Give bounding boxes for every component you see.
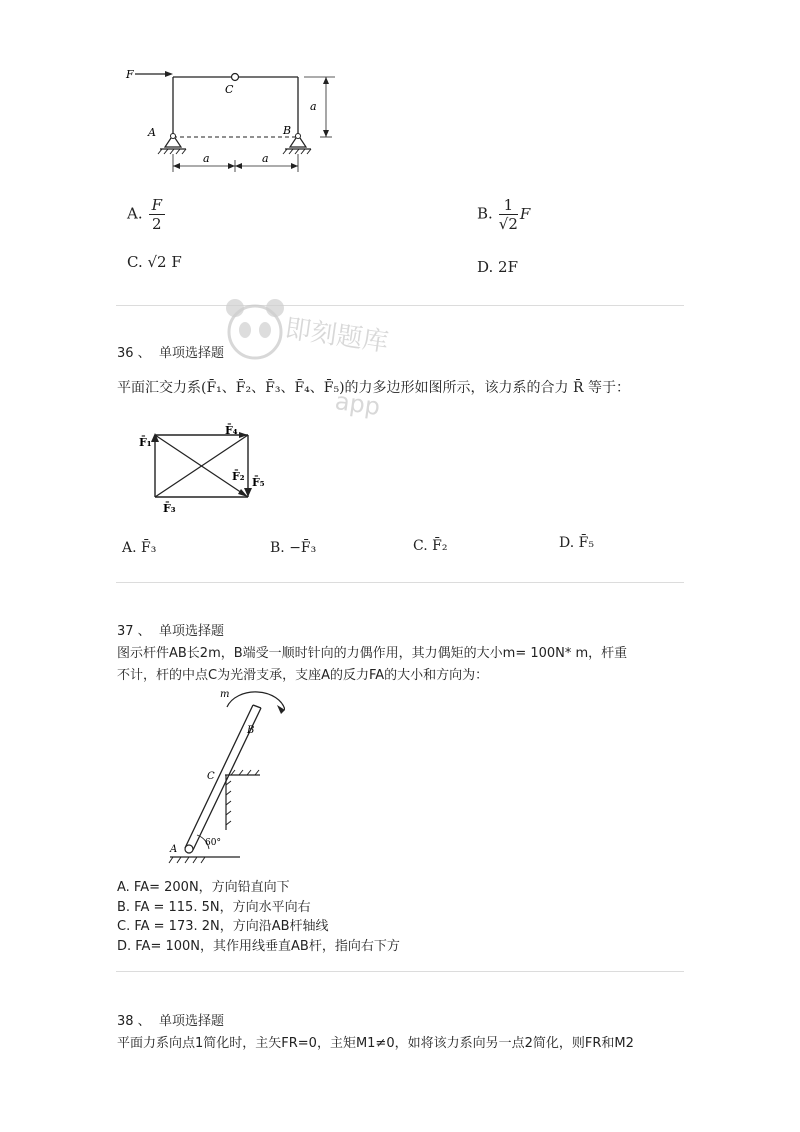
question-38-header (117, 1010, 224, 1029)
angle-label: 60° (205, 838, 221, 848)
f4-label: F̄₄ (225, 424, 238, 437)
point-a-label: A (170, 844, 178, 855)
fraction-a (149, 196, 165, 233)
fraction-a-den: 2 (152, 215, 162, 233)
question-36-header (117, 342, 224, 361)
f2-label: F̄₂ (232, 470, 245, 483)
support-a-label: A (148, 126, 156, 139)
q35-option-d[interactable]: D. 2F (477, 258, 518, 276)
question-36-text: 平面汇交力系(F̄₁、F̄₂、F̄₃、F̄₄、F̄₅)的力多边形如图所示，该力系的合力 R̄ 等于： (117, 380, 630, 396)
q37-option-b[interactable]: B. FA = 115. 5N，方向水平向右 (117, 900, 311, 915)
question-number: 37 、 (117, 624, 151, 639)
question-type: 单项选择题 (158, 1014, 224, 1029)
q37-option-c[interactable]: C. FA = 173. 2N，方向沿AB杆轴线 (117, 919, 329, 934)
q35-option-c[interactable]: C. √2 F (127, 253, 182, 271)
support-b-label: B (283, 124, 292, 137)
dim-a-vertical: a (310, 100, 317, 113)
option-b-suffix: F (519, 204, 531, 223)
moment-m-label: m (220, 689, 230, 700)
question-type: 单项选择题 (158, 624, 224, 639)
q36-option-d[interactable]: D. F̄₅ (559, 535, 594, 551)
question-number: 36 、 (117, 346, 151, 361)
q35-frame-figure (120, 60, 350, 180)
fraction-b-num: 1 (499, 196, 518, 215)
panda-logo-watermark (215, 290, 295, 370)
question-38-text: 平面力系向点1简化时，主矢FR=0，主矩M1≠0，如将该力系向另一点2简化，则FR和M2 (117, 1036, 634, 1051)
question-type: 单项选择题 (158, 346, 224, 361)
dim-a-left: a (203, 152, 210, 165)
q35-option-a[interactable] (127, 196, 165, 233)
q36-option-a[interactable]: A. F̄₃ (122, 540, 157, 556)
q35-option-b[interactable] (477, 196, 530, 233)
question-37-text-line2: 不计，杆的中点C为光滑支承，支座A的反力FA的大小和方向为： (117, 668, 489, 683)
watermark-text-app: app (333, 386, 382, 422)
end-b-label: B (247, 725, 255, 736)
hinge-c-label: C (225, 83, 234, 96)
q37-option-a[interactable]: A. FA= 200N，方向铅直向下 (117, 880, 290, 895)
force-f-label: F (126, 68, 134, 81)
q37-option-d[interactable]: D. FA= 100N，其作用线垂直AB杆，指向右下方 (117, 939, 400, 954)
question-37-text-line1: 图示杆件AB长2m，B端受一顺时针向的力偶作用，其力偶矩的大小m= 100N* m，杆重 (117, 646, 628, 661)
watermark-text: 即刻题库 (283, 313, 391, 359)
q36-force-polygon-figure (130, 420, 280, 520)
fraction-b-den: √2 (498, 215, 518, 233)
f1-label: F̄₁ (139, 436, 152, 449)
dim-a-right: a (262, 152, 269, 165)
q36-option-b[interactable]: B. −F̄₃ (270, 540, 317, 556)
f5-label: F̄₅ (252, 476, 265, 489)
f3-label: F̄₃ (163, 502, 176, 515)
point-c-label: C (207, 771, 215, 782)
question-number: 38 、 (117, 1014, 151, 1029)
option-b-prefix: B. (477, 204, 493, 223)
separator (116, 305, 684, 306)
separator (116, 971, 684, 972)
fraction-b (499, 196, 518, 233)
fraction-a-num: F (149, 196, 165, 215)
option-a-prefix: A. (127, 204, 143, 223)
q37-rod-figure (165, 685, 285, 870)
separator (116, 582, 684, 583)
q36-option-c[interactable]: C. F̄₂ (413, 538, 448, 554)
question-37-header (117, 620, 224, 639)
